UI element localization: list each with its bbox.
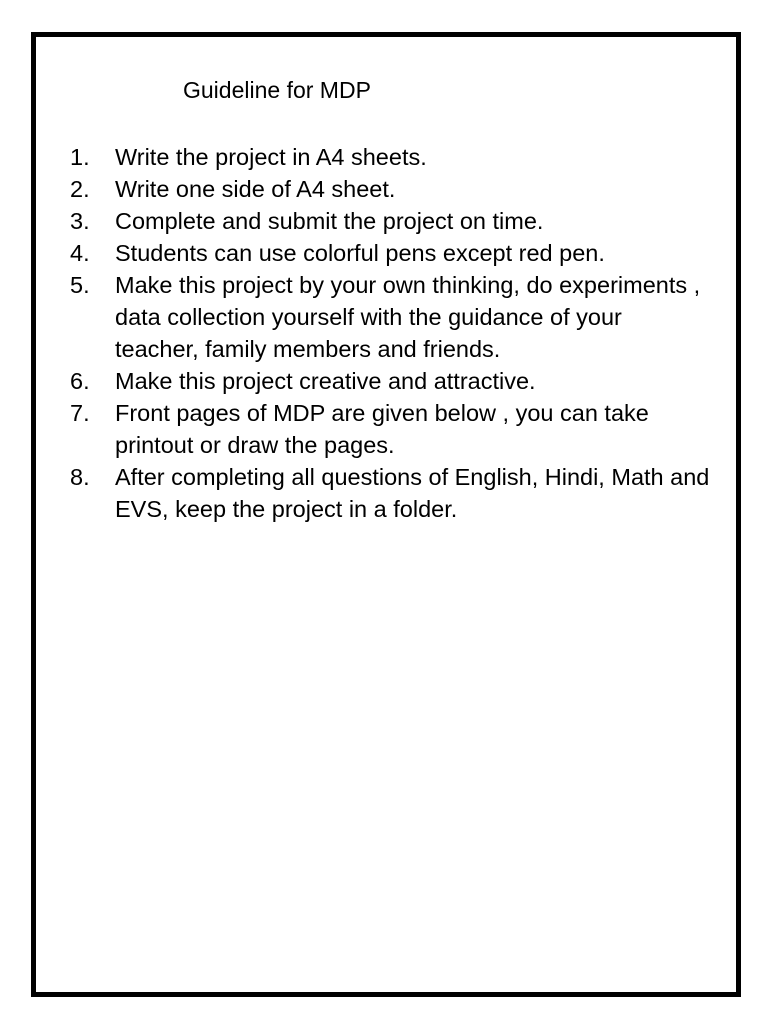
item-number: 4. — [70, 240, 90, 266]
item-text: Write the project in A4 sheets. — [115, 144, 427, 170]
item-number: 1. — [70, 144, 90, 170]
list-item — [70, 461, 710, 525]
item-number: 7. — [70, 400, 90, 426]
item-text: Make this project creative and attractive. — [115, 368, 536, 394]
list-item — [70, 205, 710, 237]
guideline-list — [70, 141, 710, 525]
item-text: Complete and submit the project on time. — [115, 208, 544, 234]
item-number: 6. — [70, 368, 90, 394]
item-text: After completing all questions of English, Hindi, Math and EVS, keep the project in a folder. — [115, 464, 710, 522]
item-text: Make this project by your own thinking, do experiments , data collection yourself with the guidance of your teacher, family members and friends. — [115, 272, 701, 362]
item-number: 5. — [70, 272, 90, 298]
list-item — [70, 365, 710, 397]
page-border — [31, 32, 741, 997]
list-item — [70, 269, 710, 365]
item-number: 2. — [70, 176, 90, 202]
item-text: Students can use colorful pens except red pen. — [115, 240, 605, 266]
list-item — [70, 173, 710, 205]
list-item — [70, 141, 710, 173]
page-title: Guideline for MDP — [183, 77, 371, 103]
list-item — [70, 237, 710, 269]
list-item — [70, 397, 710, 461]
item-text: Write one side of A4 sheet. — [115, 176, 396, 202]
item-text: Front pages of MDP are given below , you can take printout or draw the pages. — [115, 400, 649, 458]
item-number: 3. — [70, 208, 90, 234]
item-number: 8. — [70, 464, 90, 490]
